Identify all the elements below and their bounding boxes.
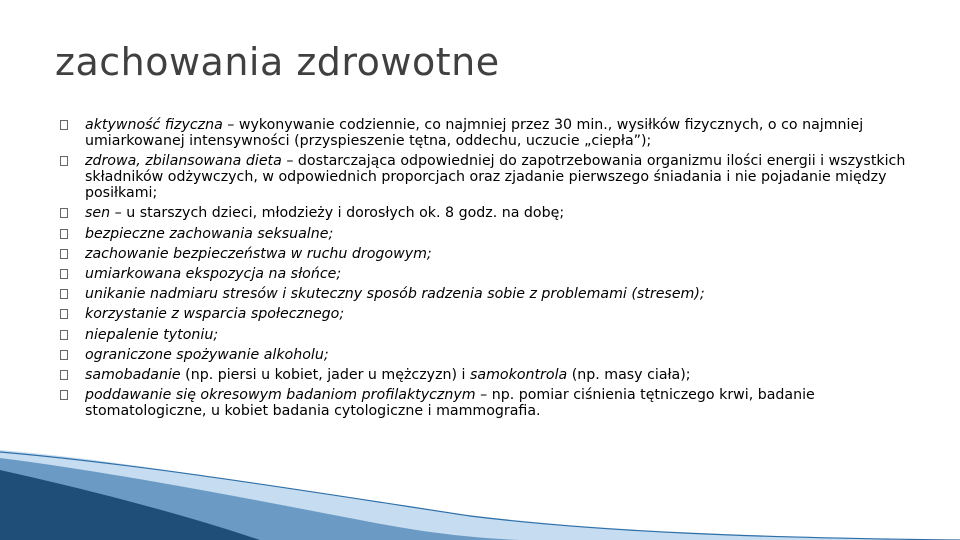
- item-description: (np. masy ciała);: [567, 366, 691, 383]
- item-text: [85, 286, 705, 302]
- item-description: (np. piersi u kobiet, jader u mężczyzn) i: [180, 366, 471, 383]
- item-text: [85, 327, 218, 343]
- list-item: [60, 205, 910, 221]
- item-emphasis: samokontrola: [470, 366, 568, 383]
- item-description: – u starszych dzieci, młodzieży i dorosłych ok. 8 godz. na dobę;: [110, 205, 565, 222]
- item-text: [85, 347, 329, 363]
- bullet-icon: [60, 309, 68, 319]
- bullet-icon: [60, 269, 68, 279]
- item-emphasis: unikanie nadmiaru stresów i skuteczny sposób radzenia sobie z problemami (stresem);: [85, 286, 705, 303]
- list-item: [60, 367, 910, 383]
- item-text: [85, 367, 691, 383]
- item-description: – np. pomiar ciśnienia tętniczego krwi, badanie stomatologiczne, u kobiet badania cytologiczne i mammografia.: [85, 387, 815, 420]
- bullet-icon: [60, 330, 68, 340]
- bullet-icon: [60, 289, 68, 299]
- item-text: [85, 306, 344, 322]
- list-item: [60, 286, 910, 302]
- item-emphasis: bezpieczne zachowania seksualne;: [85, 225, 334, 242]
- list-item: [60, 347, 910, 363]
- bullet-icon: [60, 370, 68, 380]
- footer-wave-decoration: [0, 450, 960, 540]
- item-text: [85, 205, 564, 221]
- bullet-icon: [60, 390, 68, 400]
- item-emphasis: sen: [85, 205, 111, 222]
- bullet-icon: [60, 120, 68, 130]
- list-item: [60, 246, 910, 262]
- item-emphasis: aktywność fizyczna: [85, 117, 223, 133]
- item-text: [85, 387, 815, 419]
- item-emphasis: ograniczone spożywanie alkoholu;: [85, 346, 329, 363]
- bullet-icon: [60, 229, 68, 239]
- list-item: [60, 266, 910, 282]
- item-text: [85, 266, 341, 282]
- item-emphasis: zachowanie bezpieczeństwa w ruchu drogowym;: [85, 245, 432, 262]
- list-item: [60, 226, 910, 242]
- item-description: – wykonywanie codziennie, co najmniej przez 30 min., wysiłków fizycznych, o co najmniej umiarkowanej intensywności (przyspieszenie tętna, oddechu, uczucie „ciepła”);: [85, 117, 864, 149]
- list-item: [60, 306, 910, 322]
- item-text: [85, 246, 432, 262]
- item-emphasis: niepalenie tytoniu;: [85, 326, 219, 343]
- bullet-icon: [60, 249, 68, 259]
- bullet-list: [60, 117, 910, 423]
- list-item: [60, 387, 910, 419]
- list-item: [60, 153, 910, 201]
- item-text: [85, 153, 905, 201]
- bullet-icon: [60, 156, 68, 166]
- item-emphasis: umiarkowana ekspozycja na słońce;: [85, 265, 342, 282]
- item-emphasis: poddawanie się okresowym badaniom profilaktycznym: [85, 387, 476, 404]
- list-item: [60, 117, 910, 149]
- item-emphasis: korzystanie z wsparcia społecznego;: [85, 306, 345, 323]
- item-text: [85, 117, 863, 149]
- item-emphasis: samobadanie: [85, 366, 181, 383]
- page-title: zachowania zdrowotne: [55, 40, 500, 84]
- list-item: [60, 327, 910, 343]
- item-description: – dostarczająca odpowiedniej do zapotrzebowania organizmu ilości energii i wszystkich składników odżywczych, w odpowiednich proporcjach oraz zjadanie pierwszego śniadania i nie pojadanie między posiłkami;: [85, 153, 906, 202]
- bullet-icon: [60, 208, 68, 218]
- bullet-icon: [60, 350, 68, 360]
- item-emphasis: zdrowa, zbilansowana dieta: [85, 153, 282, 170]
- item-text: [85, 226, 333, 242]
